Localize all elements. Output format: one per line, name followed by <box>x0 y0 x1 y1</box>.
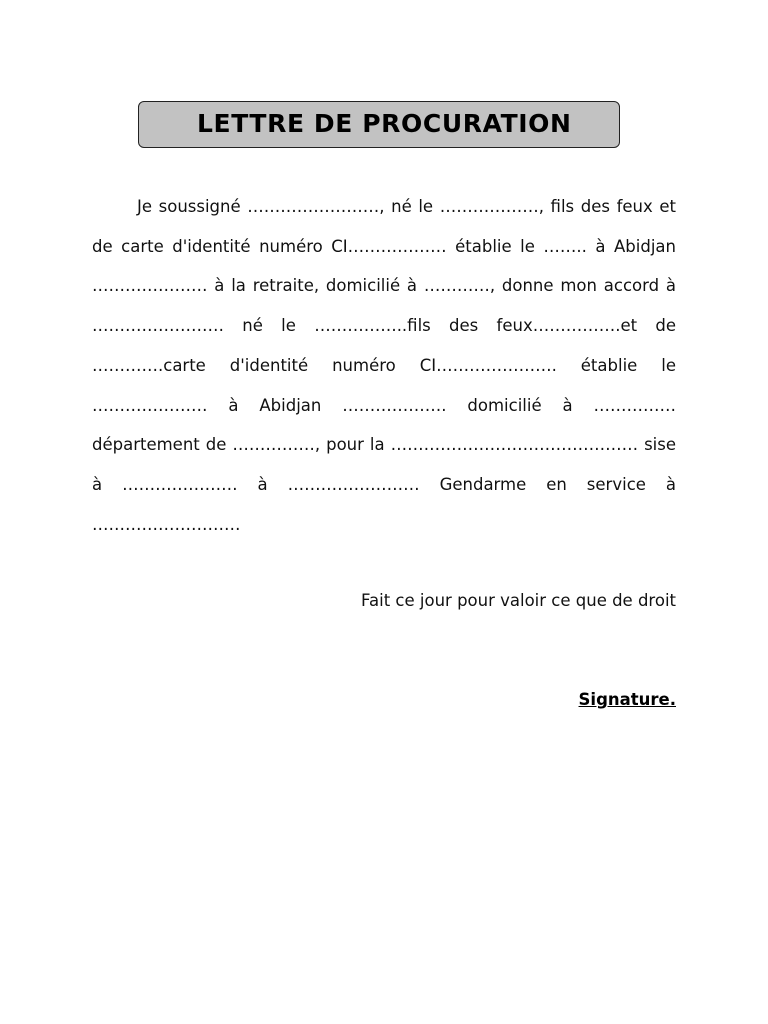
document-title: LETTRE DE PROCURATION <box>197 109 572 138</box>
body-paragraph: Je soussigné ……………………, né le ………………, fils des feux et de carte d'identité numéro CI……………… établie le …….. à Abidjan ………………… à la retraite, domicilié à …………, donne mon accord à …………………… né le ……………..fils des feux…………….et de ………….carte d'identité numéro CI…………………. établie le ………………… à Abidjan ………………. domicilié à ……………département de ……………, pour la ……………………………………… sise à ………………… à …………………… Gendarme en service à ……………………… <box>92 197 676 534</box>
signature-label: Signature. <box>578 690 676 709</box>
closing-line: Fait ce jour pour valoir ce que de droit <box>361 591 676 610</box>
title-box <box>138 101 620 148</box>
